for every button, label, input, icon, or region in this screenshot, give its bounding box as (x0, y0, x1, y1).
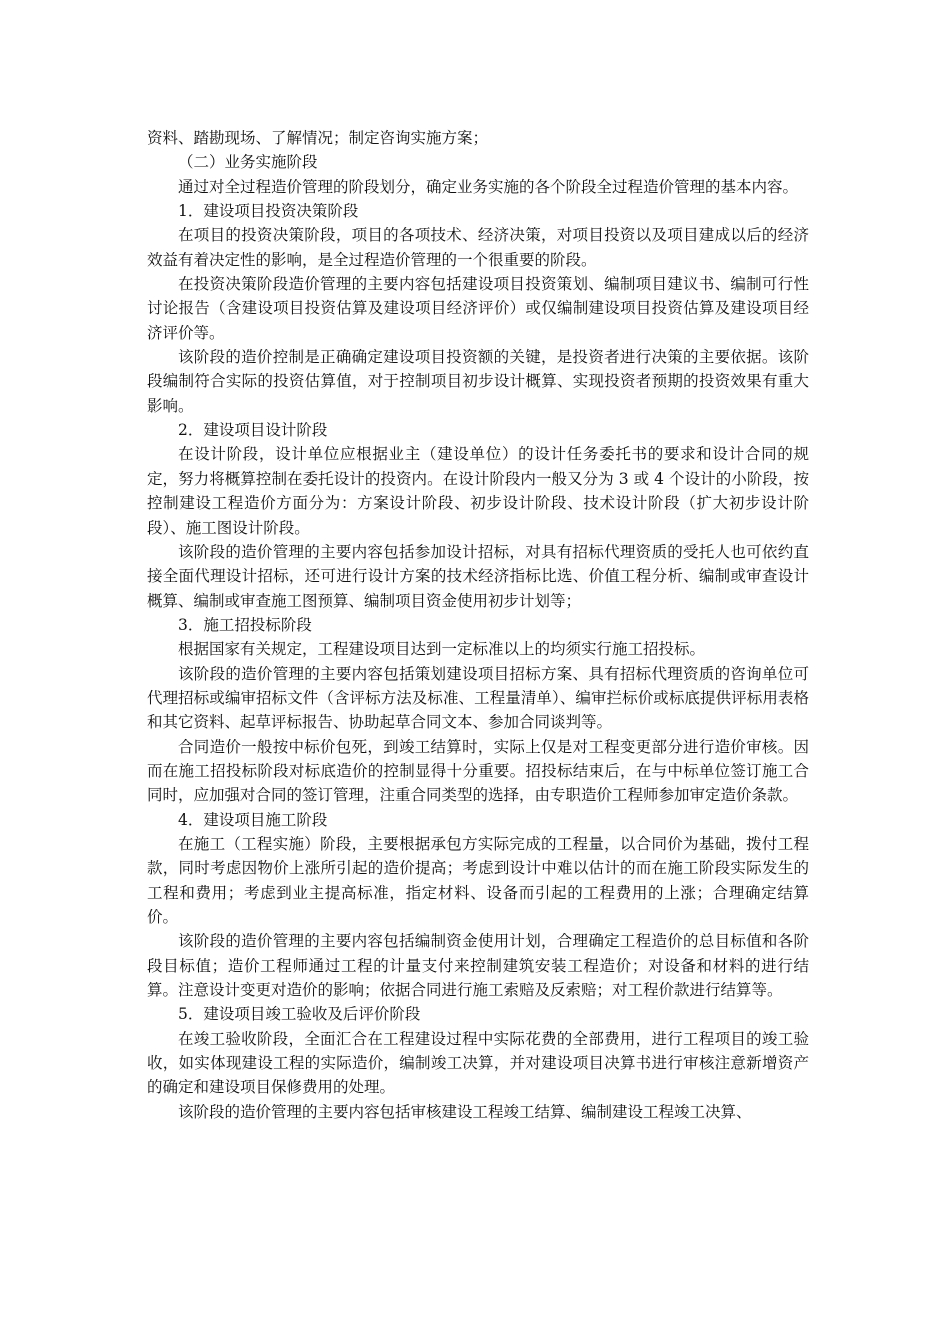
paragraph: 该阶段的造价管理的主要内容包括策划建设项目招标方案、具有招标代理资质的咨询单位可代理招标或编审招标文件（含评标方法及标准、工程量清单）、编审拦标价或标底提供评标用表格和其它资料、起草评标报告、协助起草合同文本、参加合同谈判等。 (147, 664, 809, 732)
stage-heading-4: 4．建设项目施工阶段 (178, 810, 328, 829)
paragraph: 在设计阶段，设计单位应根据业主（建设单位）的设计任务委托书的要求和设计合同的规定，努力将概算控制在委托设计的投资内。在设计阶段内一般又分为 3 或 4 个设计的小阶段，按控制建设工程造价方面分为：方案设计阶段、初步设计阶段、技术设计阶段（扩大初步设计阶段）、施工图设计阶段。 (147, 445, 809, 537)
paragraph: 该阶段的造价管理的主要内容包括审核建设工程竣工结算、编制建设工程竣工决算、 (178, 1102, 752, 1121)
stage-heading-1: 1．建设项目投资决策阶段 (178, 202, 359, 221)
paragraph: 在竣工验收阶段，全面汇合在工程建设过程中实际花费的全部费用，进行工程项目的竣工验收，如实体现建设工程的实际造价，编制竣工决算，并对建设项目决算书进行审核注意新增资产的确定和建设项目保修费用的处理。 (147, 1029, 809, 1097)
document-body (147, 126, 809, 1124)
section-heading-implementation: （二）业务实施阶段 (178, 153, 318, 172)
paragraph: 在项目的投资决策阶段，项目的各项技术、经济决策，对项目投资以及项目建成以后的经济效益有着决定性的影响，是全过程造价管理的一个很重要的阶段。 (147, 226, 809, 269)
stage-heading-5: 5．建设项目竣工验收及后评价阶段 (178, 1005, 421, 1024)
paragraph: 通过对全过程造价管理的阶段划分，确定业务实施的各个阶段全过程造价管理的基本内容。 (178, 177, 799, 196)
paragraph: 该阶段的造价控制是正确确定建设项目投资额的关键，是投资者进行决策的主要依据。该阶段编制符合实际的投资估算值，对于控制项目初步设计概算、实现投资者预期的投资效果有重大影响。 (147, 348, 809, 415)
stage-heading-3: 3．施工招投标阶段 (178, 615, 312, 634)
paragraph: 该阶段的造价管理的主要内容包括编制资金使用计划，合理确定工程造价的总目标值和各阶段目标值；造价工程师通过工程的计量支付来控制建筑安装工程造价；对设备和材料的进行结算。注意设计变更对造价的影响；依据合同进行施工索赔及反索赔；对工程价款进行结算等。 (147, 932, 809, 1000)
paragraph: 合同造价一般按中标价包死，到竣工结算时，实际上仅是对工程变更部分进行造价审核。因而在施工招投标阶段对标底造价的控制显得十分重要。招投标结束后，在与中标单位签订施工合同时，应加强对合同的签订管理，注重合同类型的选择，由专职造价工程师参加审定造价条款。 (147, 737, 809, 805)
stage-heading-2: 2．建设项目设计阶段 (178, 421, 328, 440)
paragraph: 根据国家有关规定，工程建设项目达到一定标准以上的均须实行施工招投标。 (178, 640, 706, 659)
paragraph-continuation: 资料、踏勘现场、了解情况；制定咨询实施方案； (147, 129, 489, 147)
paragraph: 在投资决策阶段造价管理的主要内容包括建设项目投资策划、编制项目建议书、编制可行性讨论报告（含建设项目投资估算及建设项目经济评价）或仅编制建设项目投资估算及建设项目经济评价等。 (147, 275, 809, 342)
paragraph: 该阶段的造价管理的主要内容包括参加设计招标，对具有招标代理资质的受托人也可依约直接全面代理设计招标，还可进行设计方案的技术经济指标比选、价值工程分析、编制或审查设计概算、编制或审查施工图预算、编制项目资金使用初步计划等； (147, 542, 809, 610)
paragraph: 在施工（工程实施）阶段，主要根据承包方实际完成的工程量，以合同价为基础，拨付工程款，同时考虑因物价上涨所引起的造价提高；考虑到设计中难以估计的而在施工阶段实际发生的工程和费用；考虑到业主提高标准，指定材料、设备而引起的工程费用的上涨；合理确定结算价。 (147, 834, 809, 926)
